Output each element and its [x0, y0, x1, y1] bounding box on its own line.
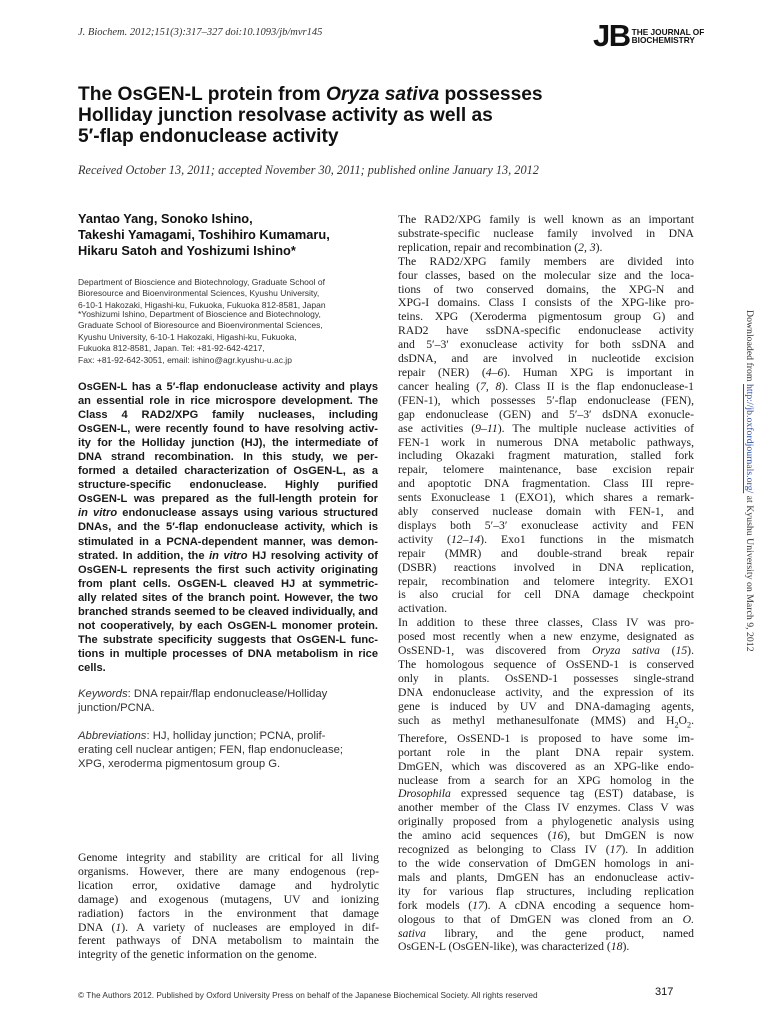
abstract	[78, 380, 378, 675]
abbreviations	[78, 729, 378, 772]
text-line: DmGEN, which was discovered as an XPG-like endo-	[398, 759, 694, 773]
text-line: mals and plants, DmGEN has an endonuclease activ-	[398, 870, 694, 884]
copyright-notice: © The Authors 2012. Published by Oxford University Press on behalf of the Japanese Biochemical Society. All rights reserved	[78, 990, 538, 1000]
text-line: and 5′–3′ exonuclease activity for both ssDNA and	[398, 338, 694, 352]
text-line: structure-specific endonuclease. Highly purified	[78, 479, 378, 492]
introduction-left-column	[78, 851, 379, 962]
text-line: Drosophila expressed sequence tag (EST) database, is	[398, 787, 694, 801]
text-line: OsGEN-L (OsGEN-like), was characterized (18).	[398, 940, 630, 954]
text-line: from plant cells. OsGEN-L cleaved HJ at symmetric-	[78, 577, 378, 590]
text-line: In addition to these three classes, Class IV was pro-	[398, 616, 694, 630]
text-line: sativa library, and the gene product, named	[398, 926, 694, 940]
text-line: such as methyl methanesulfonate (MMS) and $H_2O_2$.	[398, 713, 694, 729]
abbreviations-line: XPG, xeroderma pigmentosum group G.	[78, 758, 281, 771]
download-notice	[744, 310, 755, 652]
text-line: sents Exonuclease 1 (EXO1), which shares a remark-	[398, 491, 694, 505]
text-line: The homologous sequence of OsSEND-1 is conserved	[398, 658, 694, 671]
text-line: FEN-1 work in numerous DNA metabolic pathways,	[398, 435, 694, 449]
text-line: repair (MMR) and double-strand break repair	[398, 546, 694, 560]
text-line: DNA strand recombination. In this study, we per-	[78, 451, 378, 464]
affiliation-line: Department of Bioscience and Biotechnology, Graduate School of	[78, 277, 325, 287]
text-line: to the wide conservation of DmGEN homologs in ani-	[398, 857, 694, 871]
text-line: The substrate specificity suggests that OsGEN-L func-	[78, 633, 378, 646]
text-line: OsGEN-L, were recently found to have resolving activ-	[78, 423, 378, 436]
text-line: ably conserved nuclease domain with FEN-1, and	[398, 505, 694, 519]
title-line: Holliday junction resolvase activity as well as	[78, 105, 493, 126]
text-line: branched strands seemed to be cleaved individually, and	[78, 605, 379, 618]
abbreviations-line: Abbreviations: HJ, holliday junction; PCNA, prolif-	[78, 730, 326, 742]
text-line: originally proposed from a phylogenetic analysis using	[398, 815, 694, 829]
text-line: Therefore, OsSEND-1 is proposed to have some im-	[398, 731, 694, 745]
text-line: ologous to that of DmGEN was cloned from an O.	[398, 912, 694, 926]
text-line: fork models (17). A cDNA encoding a sequence hom-	[398, 898, 695, 912]
author-line: Yantao Yang, Sonoko Ishino,	[78, 211, 253, 226]
text-line: gene is induced by UV and DNA-damaging agents,	[398, 699, 694, 713]
text-line: organisms. However, there are many endogenous (rep-	[78, 864, 379, 878]
text-line: stimulated in a PCNA-dependent manner, was demon-	[78, 535, 378, 548]
publication-dates: Received October 13, 2011; accepted November 30, 2011; published online January 13, 2012	[78, 163, 539, 177]
text-line: OsSEND-1, was discovered from Oryza sativa (15).	[398, 644, 694, 658]
text-line: OsGEN-L has a 5′-flap endonuclease activity and plays	[78, 381, 378, 393]
text-line: is also crucial for cell DNA damage checkpoint	[398, 588, 694, 602]
text-line: substrate-specific nuclease family involved in DNA	[398, 226, 694, 240]
text-line: gap endonuclease (GEN) and 5′–3′ dsDNA exonucle-	[398, 407, 694, 421]
text-line: recognized as belonging to Class IV (17). In addition	[398, 843, 694, 857]
journal-site-link[interactable]: http://jb.oxfordjournals.org/	[744, 384, 755, 494]
text-line: the amino acid sequences (16), but DmGEN is now	[398, 829, 694, 843]
text-line: ase activities (9–11). The multiple nuclease activities of	[398, 421, 694, 435]
journal-citation: J. Biochem. 2012;151(3):317–327 doi:10.1093/jb/mvr145	[78, 27, 323, 38]
author-line: Hikaru Satoh and Yoshizumi Ishino*	[78, 243, 296, 258]
text-line: integrity of the genetic information on the genome.	[78, 948, 317, 962]
text-line: repair (NER) (4–6). Human XPG is important in	[398, 365, 694, 379]
text-line: and apoptotic DNA fragmentation. Class III repre-	[398, 477, 694, 491]
article-title	[78, 84, 638, 147]
text-line: radiation) factors in the environment that damage	[78, 906, 379, 920]
text-line: replication, repair and recombination (2, 3).	[398, 240, 603, 254]
correspondence-line: Fax: +81-92-642-3051, email: ishino@agr.kyushu-u.ac.jp	[78, 354, 292, 365]
text-line: an essential role in rice microspore development. The	[78, 395, 378, 408]
text-line: including Okazaki fragment maturation, stalled fork	[398, 449, 694, 463]
text-line: Genome integrity and stability are critical for all living	[78, 851, 379, 864]
text-line: repair, recombination and telomere integrity. EXO1	[398, 574, 694, 588]
text-line: lication error, oxidative damage and hydrolytic	[78, 878, 379, 892]
text-line: The RAD2/XPG family members are divided into	[398, 254, 694, 268]
correspondence-line: Kyushu University, 6-10-1 Hakozaki, Higashi-ku, Fukuoka,	[78, 331, 297, 342]
keywords	[78, 687, 378, 715]
text-line: posed most recently when a new enzyme, designated as	[398, 630, 694, 644]
text-line: The RAD2/XPG family is well known as an important	[398, 213, 694, 226]
affiliation	[78, 277, 378, 311]
author-list	[78, 211, 330, 259]
text-line: four classes, based on the molecular size and the loca-	[398, 268, 694, 282]
text-line: XPG-I domains. Class I consists of the XPG-like pro-	[398, 296, 694, 310]
affiliation-line: 6-10-1 Hakozaki, Higashi-ku, Fukuoka, Fukuoka 812-8581, Japan	[78, 299, 326, 310]
correspondence	[78, 309, 378, 366]
keywords-line: junction/PCNA.	[78, 702, 155, 715]
text-line: cancer healing (7, 8). Class II is the flap endonuclease-1	[398, 379, 695, 393]
text-line: dsDNA, and are involved in nucleotide excision	[398, 352, 694, 366]
download-notice-suffix: at Kyushu University on March 9, 2012	[744, 493, 755, 652]
journal-logo-line: THE JOURNAL OF	[631, 26, 705, 37]
title-line: The OsGEN-L protein from Oryza sativa possesses	[78, 84, 543, 105]
correspondence-line: Fukuoka 812-8581, Japan. Tel: +81-92-642-4217,	[78, 343, 265, 354]
author-line: Takeshi Yamagami, Toshihiro Kumamaru,	[78, 227, 330, 242]
text-line: OsGEN-L represents the first such activity originating	[78, 563, 378, 576]
title-line: 5′-flap endonuclease activity	[78, 126, 339, 147]
journal-logo-line: BIOCHEMISTRY	[631, 35, 695, 45]
download-notice-prefix: Downloaded from	[744, 310, 755, 385]
text-line: activity (12–14). Exo1 functions in the mismatch	[398, 532, 694, 546]
text-line: DNAs, and the 5′-flap endonuclease activity, which is	[78, 521, 378, 534]
text-line: in vitro endonuclease assays using various structured	[78, 507, 379, 520]
text-line: tions in multiple processes of DNA metabolism in rice	[78, 647, 378, 660]
text-line: DNA (1). A variety of nucleases are employed in dif-	[78, 920, 379, 934]
text-line: ity for the Holliday junction (HJ), the intermediate of	[78, 437, 378, 450]
text-line: ferent pathways of DNA metabolism to maintain the	[78, 934, 379, 948]
introduction-right-column	[398, 213, 694, 954]
text-line: nuclease from a search for an XPG homolog in the	[398, 773, 694, 787]
text-line: Class 4 RAD2/XPG family nucleases, including	[78, 409, 378, 422]
abbreviations-line: erating cell nuclear antigen; FEN, flap endonuclease;	[78, 744, 344, 757]
text-line: OsGEN-L was prepared as the full-length protein for	[78, 493, 378, 506]
text-line: ally related sites of the branch point. However, the two	[78, 591, 378, 604]
text-line: portant role in the plant DNA repair system.	[398, 745, 694, 759]
journal-logo-mark: JB	[593, 18, 630, 53]
text-line: cells.	[78, 661, 106, 674]
journal-logo-text	[632, 28, 705, 45]
text-line: tions of two conserved domains, the XPG-N and	[398, 282, 694, 296]
text-line: displays both 5′–3′ exonuclease activity and FEN	[398, 518, 694, 532]
text-line: activation.	[398, 602, 448, 616]
affiliation-line: Bioresource and Bioenvironmental Sciences, Kyushu University,	[78, 288, 320, 299]
text-line: RAD2 have ssDNA-specific endonuclease activity	[398, 324, 694, 338]
text-line: (DSBR) reactions involved in DNA replication,	[398, 560, 694, 574]
page-number: 317	[655, 986, 674, 998]
text-line: teins. XPG (Xeroderma pigmentosum group G) and	[398, 310, 694, 324]
text-line: strated. In addition, the in vitro HJ resolving activity of	[78, 549, 378, 562]
keywords-line: Keywords: DNA repair/flap endonuclease/Holliday	[78, 688, 328, 700]
journal-logo	[593, 18, 705, 53]
text-line: damage) and exogenous (mutagens, UV and ionizing	[78, 892, 379, 906]
text-line: formed a detailed characterization of OsGEN-L, as a	[78, 465, 378, 478]
correspondence-line: *Yoshizumi Ishino, Department of Bioscience and Biotechnology,	[78, 309, 321, 319]
text-line: DNA endonuclease activity, and the expression of its	[398, 685, 694, 699]
correspondence-line: Graduate School of Bioresource and Bioenvironmental Sciences,	[78, 320, 323, 331]
text-line: not cooperatively, by each OsGEN-L monomer protein.	[78, 619, 378, 632]
text-line: only in plants. OsSEND-1 possesses single-strand	[398, 671, 694, 685]
text-line: ity for various flap structures, including replication	[398, 884, 694, 898]
text-line: repair, telomere maintenance, base excision repair	[398, 463, 694, 477]
text-line: (FEN-1), which possesses 5′-flap endonuclease (FEN),	[398, 393, 694, 407]
text-line: another member of the Class IV enzymes. Class V was	[398, 801, 694, 815]
